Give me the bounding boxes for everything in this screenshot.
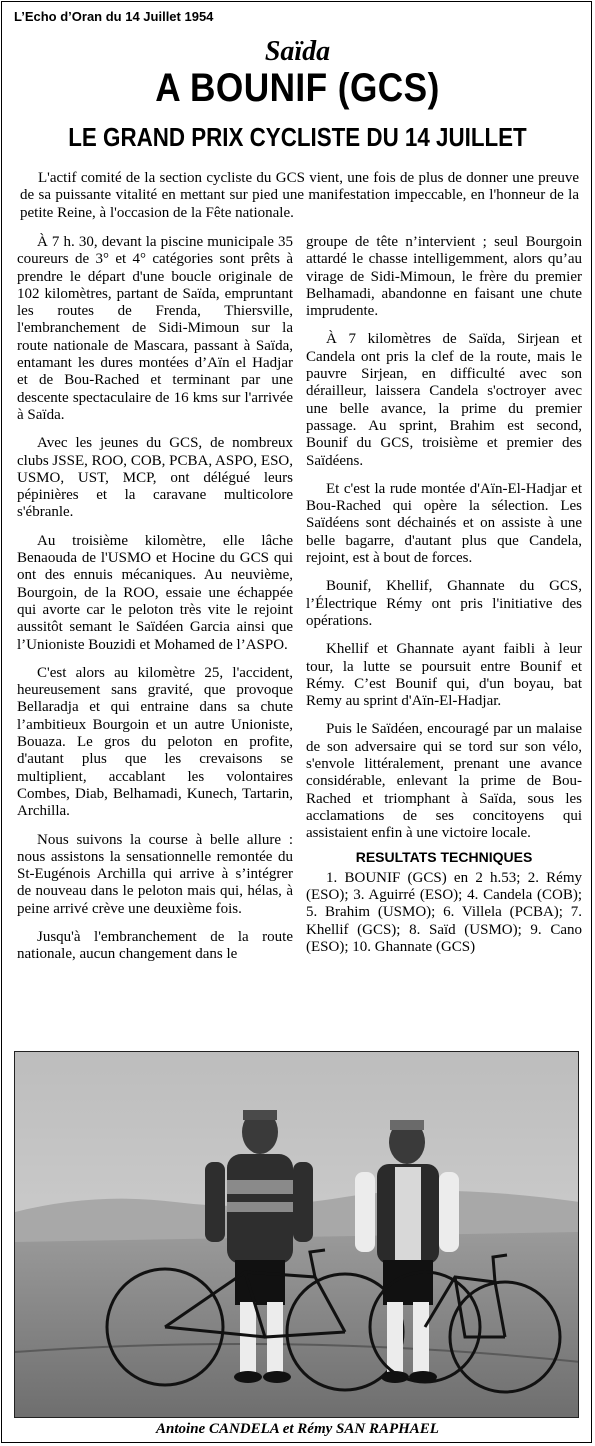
results-list: 1. BOUNIF (GCS) en 2 h.53; 2. Rémy (ESO); 3. Aguirré (ESO); 4. Candela (COB); 5. Brahim (USMO); 6. Villela (PCBA); 7. Khellif (GCS); 8. Saïd (USMO); 9. Cano (ESO); 10. Ghannate (GCS) xyxy=(306,869,582,955)
paragraph: Bounif, Khellif, Ghannate du GCS, l’Électrique Rémy ont pris l'initiative des opérations. xyxy=(306,578,582,629)
article-headline: A BOUNIF (GCS) xyxy=(155,66,440,110)
photo-caption: Antoine CANDELA et Rémy SAN RAPHAEL xyxy=(156,1421,439,1437)
paragraph: Nous suivons la course à belle allure : nous assistons la sensationnelle remontée du St-Eugénois Archilla qui arrive à s’intégrer de nouveau dans le peloton mais qui, hélas, à peine arrivé crève une deuxième fois. xyxy=(17,831,293,917)
article-subhead: LE GRAND PRIX CYCLISTE DU 14 JUILLET xyxy=(68,122,527,152)
paragraph: Et c'est la rude montée d'Aïn-El-Hadjar et Bou-Rached qui opère la sélection. Les Saïdéens sont déchainés et on assiste à une belle bagarre, d'autant plus que Candela, rejoint, est à bout de forces. xyxy=(306,480,582,567)
cyclists-photo xyxy=(14,1051,579,1418)
paragraph: Jusqu'à l'embranchement de la route nationale, aucun changement dans le xyxy=(17,928,293,963)
article-lead: L'actif comité de la section cycliste du GCS vient, une fois de plus de donner une preuve de sa puissante vitalité en mettant sur pied une manifestation impeccable, en l'honneur de la petite Reine, à l'occasion de la Fête nationale. xyxy=(20,170,579,221)
paragraph: Puis le Saïdéen, encouragé par un malaise de son adversaire qui se tord sur son vélo, s'envole littéralement, prenant une avance considérable, enlevant la prime de Bou-Rached et triomphant à Saïda, sous les acclamations de ses concitoyens qui assistaient enfin à une victoire locale. xyxy=(306,721,582,842)
paragraph: À 7 kilomètres de Saïda, Sirjean et Candela ont pris la clef de la route, mais le pauvre Sirjean, en difficulté avec son dérailleur, laissera Candela s'octroyer avec une belle avance, la prime du premier passage. Au sprint, Brahim est second, Bounif du GCS, troisième et premier des Saïdéens. xyxy=(306,331,582,469)
results-title: RESULTATS TECHNIQUES xyxy=(355,848,533,865)
paragraph: groupe de tête n’intervient ; seul Bourgoin attardé le chasse intelligemment, alors qu’au virage de Sidi-Mimoun, le frère du premier Belhamadi, abandonne en faisant une chute imprudente. xyxy=(306,234,582,320)
paragraph: À 7 h. 30, devant la piscine municipale 35 coureurs de 3° et 4° catégories sont prêts à prendre le départ d'une boucle originale de 102 kilomètres, partant de Saïda, empruntant les routes de Frenda, Thiersville, l'embranchement de Sidi-Mimoun sur la route nationale de Mascara, passant à Saïda, entamant les dures montées d’Aïn el Hadjar et de Bou-Rached et terminant par une descente spectaculaire de 16 kms sur l'arrivée à Saïda. xyxy=(17,234,293,423)
article-kicker: Saïda xyxy=(264,36,331,67)
paragraph: Khellif et Ghannate ayant faibli à leur tour, la lutte se poursuit entre Bounif et Rémy. C’est Bounif qui, d'un boyau, bat Remy au sprint d'Aïn-El-Hadjar. xyxy=(306,641,582,710)
paragraph: Au troisième kilomètre, elle lâche Benaouda de l'USMO et Hocine du GCS qui ont des ennuis mécaniques. Au neuvième, Bourgoin, de la ROO, essaie une échappée qui avorte car le peloton très vite le rejoint aussitôt semant le Saïdéen Garcia ainsi que l’Unioniste Bouzidi et Mohamed de l’ASPO. xyxy=(17,532,293,653)
newspaper-source: L’Echo d’Oran du 14 Juillet 1954 xyxy=(14,9,214,24)
left-column xyxy=(17,234,293,975)
right-column xyxy=(306,234,582,967)
paragraph: C'est alors au kilomètre 25, l'accident, heureusement sans gravité, que provoque Bellaradja et qui entraine dans sa chute l’ambitieux Bourgoin et un autre Unioniste, Bouaza. Le gros du peloton en profite, d'autant plus que les crevaisons se multiplient, accablant les volontaires Combes, Diab, Belhamadi, Kunech, Tartarin, Archilla. xyxy=(17,664,293,820)
paragraph: Avec les jeunes du GCS, de nombreux clubs JSSE, ROO, COB, PCBA, ASPO, ESO, USMO, UST, MCP, ont délégué leurs pépinières et la caravane multicolore s'ébranle. xyxy=(17,435,293,521)
